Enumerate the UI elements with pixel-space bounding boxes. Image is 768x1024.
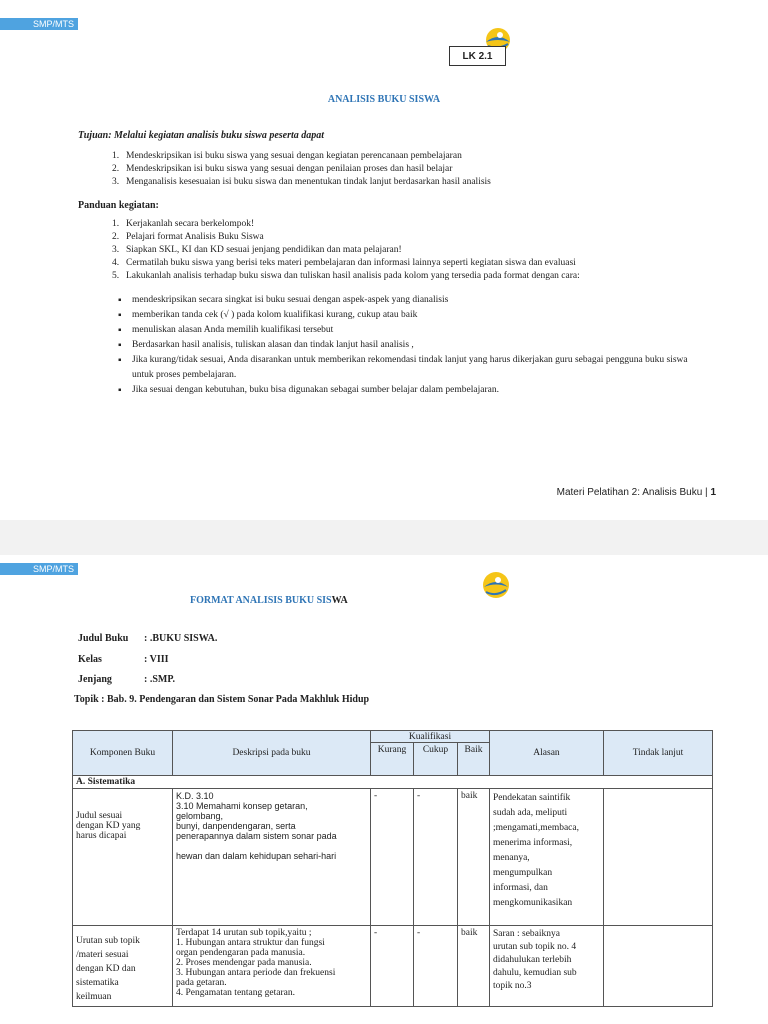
list-number: 2.	[112, 164, 120, 174]
header-kualifikasi: Kualifikasi	[371, 731, 490, 743]
list-text: Cermatilah buku siswa yang berisi teks materi pembelajaran dan informasi lainnya seperti kegiatan siswa dan evaluasi	[126, 258, 576, 268]
kemdikbud-logo-icon	[478, 569, 514, 603]
lk-label-box: LK 2.1	[449, 46, 506, 66]
list-number: 5.	[112, 271, 120, 281]
panduan-list	[112, 218, 580, 283]
tujuan-heading: Tujuan: Melalui kegiatan analisis buku siswa peserta dapat	[78, 130, 325, 141]
cell-cukup: -	[414, 789, 458, 926]
cell-baik: baik	[458, 789, 490, 926]
cell-komponen: Judul sesuai dengan KD yang harus dicapai	[73, 789, 173, 926]
document-page-2	[0, 555, 768, 1024]
list-item	[112, 176, 491, 189]
list-number: 2.	[112, 232, 120, 242]
header-tab: SMP/MTS	[0, 18, 78, 30]
list-item	[112, 244, 580, 257]
format-title-tail: WA	[331, 595, 348, 606]
cell-alasan: Pendekatan saintifik sudah ada, meliputi ;mengamati,membaca, menerima informasi, menanya, mengumpulkan informasi, dan mengkomunikasikan	[490, 789, 604, 926]
bullet-item: ▪ menuliskan alasan Anda memilih kualifikasi tersebut	[116, 323, 696, 338]
meta-key: Kelas	[78, 654, 102, 665]
cell-alasan: Saran : sebaiknya urutan sub topik no. 4 didahulukan terlebih dahulu, kemudian sub topik no.3	[490, 926, 604, 1007]
header-cukup: Cukup	[414, 743, 458, 776]
table-row	[73, 789, 713, 926]
list-item	[112, 150, 491, 163]
cell-deskripsi: Terdapat 14 urutan sub topik,yaitu ; 1. Hubungan antara struktur dan fungsi organ pendengaran pada manusia. 2. Proses mendengar pada manusia. 3. Hubungan antara periode dan frekuensi pada getaran. 4. Pengamatan tentang getaran.	[173, 926, 371, 1007]
cell-komponen: Urutan sub topik /materi sesuai dengan KD dan sistematika keilmuan	[73, 926, 173, 1007]
footer-text: Materi Pelatihan 2: Analisis Buku |	[556, 487, 711, 498]
cell-kurang: -	[371, 926, 414, 1007]
cell-baik: baik	[458, 926, 490, 1007]
header-tab: SMP/MTS	[0, 563, 78, 575]
list-text: Pelajari format Analisis Buku Siswa	[126, 232, 264, 242]
bullet-item: ▪ memberikan tanda cek (√ ) pada kolom kualifikasi kurang, cukup atau baik	[116, 308, 696, 323]
footer-page-number: 1	[710, 487, 716, 498]
meta-kelas	[78, 654, 169, 665]
list-number: 3.	[112, 245, 120, 255]
list-number: 3.	[112, 177, 120, 187]
meta-judul	[78, 633, 217, 644]
meta-value: : .SMP.	[144, 674, 176, 685]
list-item	[112, 231, 580, 244]
analysis-table	[72, 730, 713, 1007]
list-item	[112, 218, 580, 231]
section-sistematika: A. Sistematika	[73, 776, 713, 789]
list-text: Kerjakanlah secara berkelompok!	[126, 219, 255, 229]
list-text: Lakukanlah analisis terhadap buku siswa dan tuliskan hasil analisis pada kolom yang tersedia pada format dengan cara:	[126, 271, 580, 281]
format-title-main: FORMAT ANALISIS BUKU SIS	[190, 595, 332, 606]
meta-key: Judul Buku	[78, 633, 129, 644]
list-number: 1.	[112, 219, 120, 229]
header-tindak-lanjut: Tindak lanjut	[604, 731, 713, 776]
list-text: Menganalisis kesesuaian isi buku siswa dan menentukan tindak lanjut berdasarkan hasil analisis	[126, 177, 491, 187]
header-baik: Baik	[458, 743, 490, 776]
cell-kurang: -	[371, 789, 414, 926]
instruction-bullets	[116, 293, 696, 398]
bullet-item: ▪ Berdasarkan hasil analisis, tuliskan alasan dan tindak lanjut hasil analisis ,	[116, 338, 696, 353]
page-footer	[557, 487, 716, 498]
header-alasan: Alasan	[490, 731, 604, 776]
list-text: Mendeskripsikan isi buku siswa yang sesuai dengan penilaian proses dan hasil belajar	[126, 164, 453, 174]
meta-value: : VIII	[144, 654, 169, 665]
header-komponen: Komponen Buku	[73, 731, 173, 776]
page-gap	[0, 520, 768, 555]
cell-cukup: -	[414, 926, 458, 1007]
topik-line: Topik : Bab. 9. Pendengaran dan Sistem Sonar Pada Makhluk Hidup	[74, 694, 370, 705]
list-text: Mendeskripsikan isi buku siswa yang sesuai dengan kegiatan perencanaan pembelajaran	[126, 151, 462, 161]
list-text: Siapkan SKL, KI dan KD sesuai jenjang pendidikan dan mata pelajaran!	[126, 245, 402, 255]
meta-key: Jenjang	[78, 674, 112, 685]
list-item	[112, 270, 580, 283]
list-item	[112, 257, 580, 270]
page-title: ANALISIS BUKU SISWA	[327, 94, 441, 105]
table-row	[73, 926, 713, 1007]
cell-tindak-lanjut	[604, 789, 713, 926]
header-deskripsi: Deskripsi pada buku	[173, 731, 371, 776]
panduan-heading: Panduan kegiatan:	[78, 200, 159, 211]
list-item	[112, 163, 491, 176]
meta-value: : .BUKU SISWA.	[144, 633, 218, 644]
cell-deskripsi: K.D. 3.10 3.10 Memahami konsep getaran, gelombang, bunyi, danpendengaran, serta penerapannya dalam sistem sonar pada hewan dan dalam kehidupan sehari-hari	[173, 789, 371, 926]
list-number: 4.	[112, 258, 120, 268]
cell-tindak-lanjut	[604, 926, 713, 1007]
bullet-item: ▪ Jika kurang/tidak sesuai, Anda disarankan untuk memberikan rekomendasi tindak lanjut yang harus dikerjakan guru sebagai pengguna buku siswa untuk proses pembelajaran.	[116, 353, 696, 383]
bullet-item: ▪ Jika sesuai dengan kebutuhan, buku bisa digunakan sebagai sumber belajar dalam pembelajaran.	[116, 383, 696, 398]
bullet-item: ▪ mendeskripsikan secara singkat isi buku sesuai dengan aspek-aspek yang dianalisis	[116, 293, 696, 308]
format-title	[190, 595, 348, 606]
header-kurang: Kurang	[371, 743, 414, 776]
tujuan-list	[112, 150, 491, 189]
list-number: 1.	[112, 151, 120, 161]
meta-jenjang	[78, 674, 175, 685]
